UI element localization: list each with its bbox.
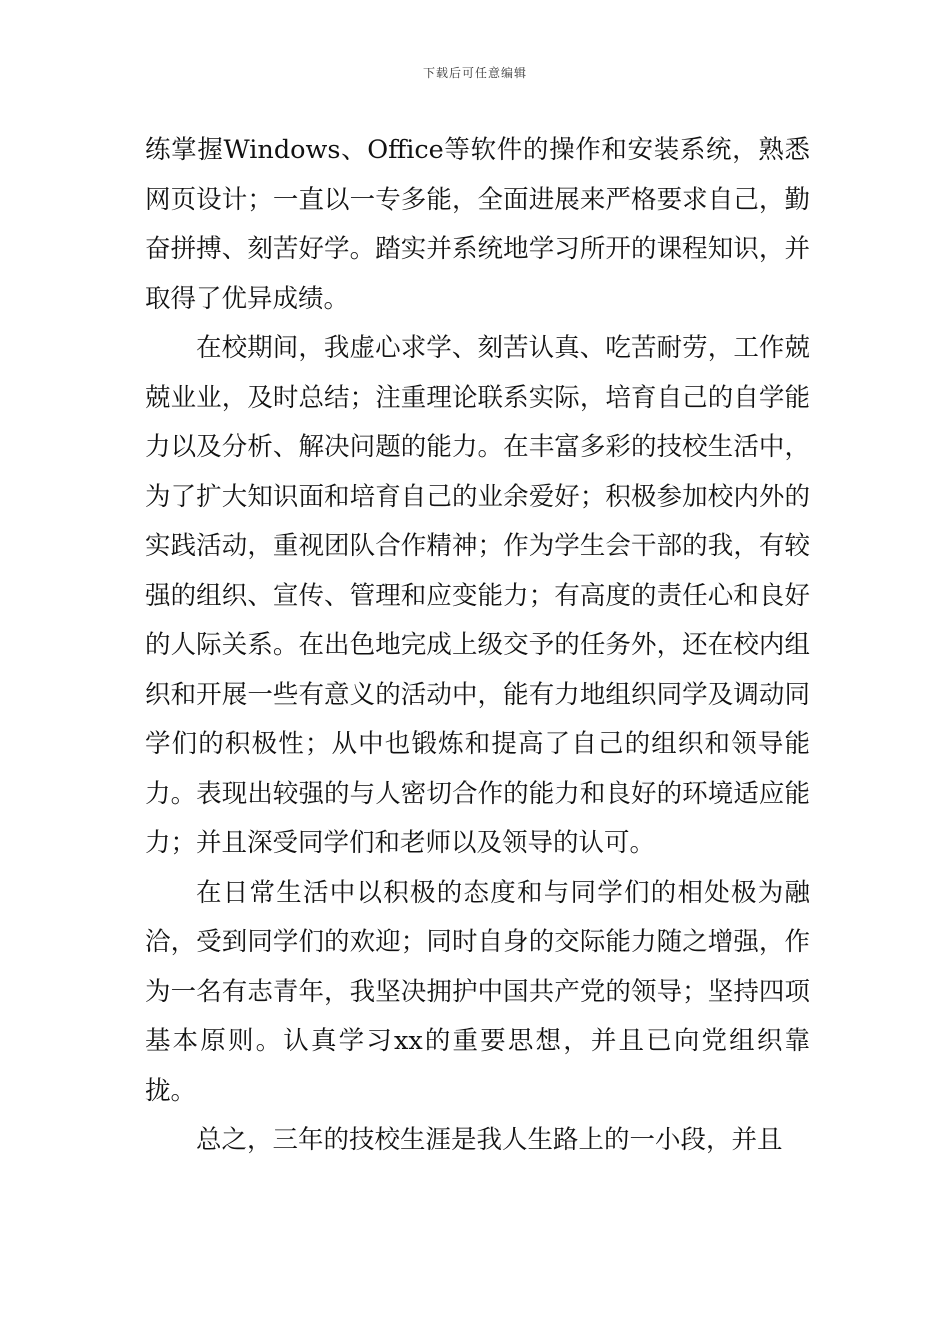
paragraph-summary: 总之，三年的技校生涯是我人生路上的一小段，并且 <box>196 1125 783 1155</box>
document-body <box>145 126 810 1166</box>
paragraph-campus-life: 在校期间，我虚心求学、刻苦认真、吃苦耐劳，工作兢兢业业，及时总结；注重理论联系实际，培育自己的自学能力以及分析、解决问题的能力。在丰富多彩的技校生活中，为了扩大知识面和培育自己的业余爱好；积极参加校内外的实践活动，重视团队合作精神；作为学生会干部的我，有较强的组织、宣传、管理和应变能力；有高度的责任心和良好的人际关系。在出色地完成上级交予的任务外，还在校内组织和开展一些有意义的活动中，能有力地组织同学及调动同学们的积极性；从中也锻炼和提高了自己的组织和领导能力。表现出较强的与人密切合作的能力和良好的环境适应能力；并且深受同学们和老师以及领导的认可。 <box>145 333 810 858</box>
page-header: 下载后可任意编辑 <box>422 66 527 80</box>
paragraph-skills: 练掌握Windows、Office等软件的操作和安装系统，熟悉网页设计；一直以一专多能，全面进展来严格要求自己，勤奋拼搏、刻苦好学。踏实并系统地学习所开的课程知识，并取得了优异成绩。 <box>145 135 810 314</box>
paragraph-daily-life: 在日常生活中以积极的态度和与同学们的相处极为融洽，受到同学们的欢迎；同时自身的交际能力随之增强，作为一名有志青年，我坚决拥护中国共产党的领导；坚持四项基本原则。认真学习xx的重要思想，并且已向党组织靠拢。 <box>145 877 810 1106</box>
